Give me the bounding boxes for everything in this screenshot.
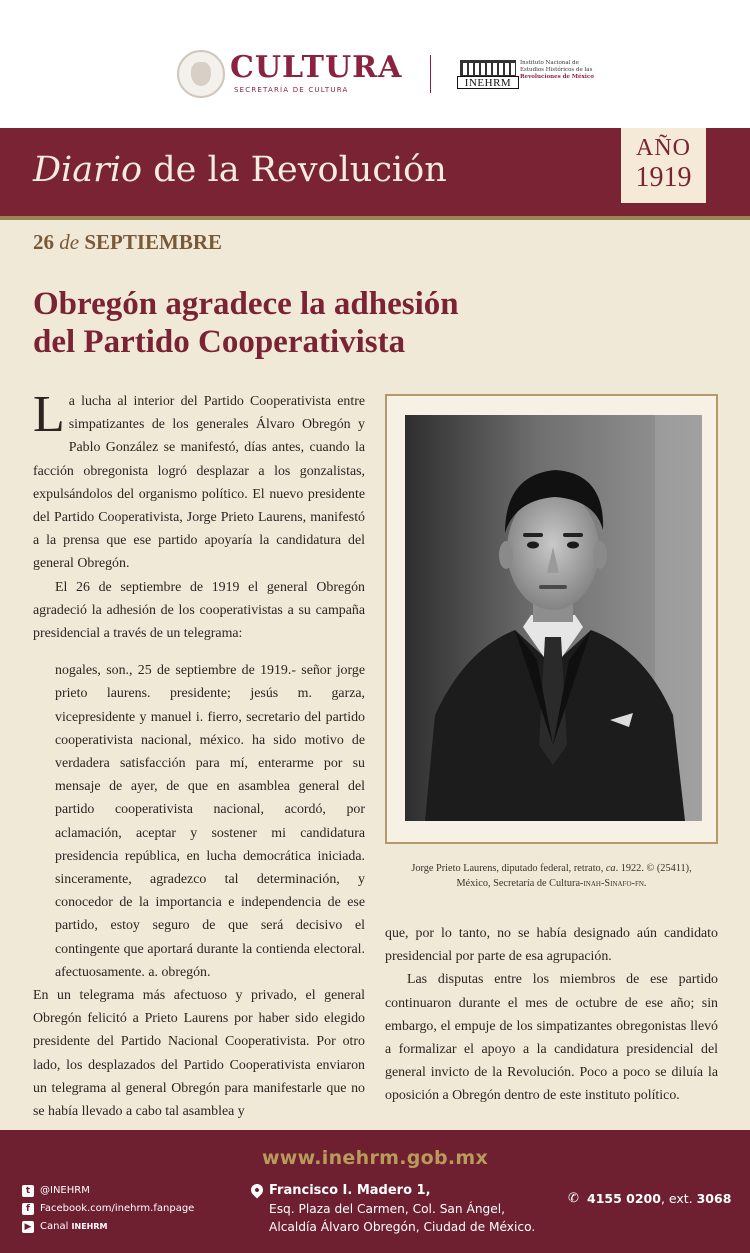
date-month: SEPTIEMBRE: [84, 230, 223, 254]
phone-ext: 3068: [696, 1191, 732, 1206]
caption-smallcaps: inah-Sinafo-fn: [583, 878, 644, 889]
youtube-channel: INEHRM: [71, 1222, 108, 1231]
top-logo-bar: [0, 0, 750, 128]
inehrm-line-3: Revoluciones de México: [520, 74, 594, 80]
phone-number[interactable]: [587, 1191, 731, 1206]
headline-line-1: Obregón agradece la adhesión: [33, 286, 459, 322]
phone-ext-label: , ext.: [660, 1191, 697, 1206]
address-line-2: Esq. Plaza del Carmen, Col. San Ángel,: [269, 1202, 506, 1216]
publication-title-rest: de la Revolución: [142, 150, 447, 190]
article-paragraph-4: Las disputas entre los miembros de ese partido continuaron durante el mes de octubre de ese año; sin embargo, el empuje de los simpatizantes obregonistas llevó a formalizar el apoyo a la candidatura presidencial del general invicto de la Revolución. Poco a poco se diluía la oposición a Obregón dentro de este instituto político.: [385, 972, 718, 1104]
paragraph-1-text: a lucha al interior del Partido Cooperativista entre simpatizantes de los generales Álvaro Obregón y Pablo González se manifestó, días antes, cuando la facción obregonista logró desplazar a los gonzalistas, expulsándolos del organismo político. El nuevo presidente del Partido Cooperativista, Jorge Prieto Laurens, manifestó a la prensa que ese partido apoyaría la candidatura del general Obregón.: [33, 394, 365, 572]
portrait-illustration: [405, 415, 702, 821]
publication-title: [33, 150, 447, 190]
youtube-prefix: Canal: [40, 1221, 72, 1232]
article-column-left: [33, 386, 365, 1123]
address-line-3: Alcaldía Álvaro Obregón, Ciudad de México.: [269, 1220, 536, 1234]
cultura-logo-subtitle: SECRETARÍA DE CULTURA: [234, 86, 349, 94]
article-column-right: [385, 922, 718, 1108]
publication-title-italic: Diario: [33, 150, 143, 190]
mexico-seal-icon: [177, 50, 225, 98]
address-street: Francisco I. Madero 1,: [269, 1183, 431, 1198]
photo-caption: [395, 861, 708, 891]
caption-end: .: [643, 878, 647, 889]
header-stripe: [0, 216, 750, 220]
social-links: [22, 1182, 194, 1236]
inehrm-logo-text: INEHRM: [457, 76, 519, 89]
address: [269, 1182, 535, 1236]
date-connector: de: [59, 230, 80, 254]
caption-text-b: . 1922. © (25411), México, Secretaría de Cultura-: [456, 863, 692, 889]
drop-cap: L: [33, 386, 65, 443]
article-paragraph-3: En un telegrama más afectuoso y privado, el general Obregón felicitó a Prieto Laurens por haber sido elegido presidente del Partido Nacional Cooperativista. Por otro lado, los desplazados del Partido Cooperativista enviaron un telegrama al general Obregón para manifestarle que no se había llevado a cabo tal asamblea y: [33, 988, 365, 1120]
twitter-icon: t: [22, 1185, 34, 1197]
inehrm-line-1: Instituto Nacional de: [520, 60, 579, 66]
inehrm-logo-description: [520, 60, 595, 81]
entry-date: [33, 230, 222, 255]
facebook-icon: f: [22, 1203, 34, 1215]
telegram-quote: nogales, son., 25 de septiembre de 1919.- señor jorge prieto laurens. presidente; jesús m. garza, vicepresidente y manuel i. fierro, secretario del partido cooperativista nacional, méxico. ha sido motivo de verdadera satisfacción para mí, enterarme por su mensaje de ayer, de que en asamblea general del partido cooperativista nacional, acordó, por aclamación, aceptar y sostener mi candidatura presidencia república, en lucha democrática iniciada. sinceramente, agradezco tal determinación, y conocedor de la importancia e independencia de ese partido, estoy seguro de que será decisivo el contingente que aportará durante la contienda electoral. afectuosamente. a. obregón.: [55, 663, 365, 980]
location-pin-icon: [249, 1182, 266, 1199]
footer: [0, 1130, 750, 1253]
inehrm-building-icon: [460, 60, 516, 76]
phone-icon: ✆: [568, 1191, 579, 1206]
photo-frame: [385, 394, 718, 844]
inehrm-line-2: Estudios Históricos de las: [520, 67, 593, 73]
headline: [33, 285, 593, 361]
article-paragraph-2: El 26 de septiembre de 1919 el general Obregón agradeció la adhesión de los cooperativistas a su campaña presidencial a través de un telegrama:: [33, 579, 365, 642]
youtube-link[interactable]: [22, 1218, 194, 1236]
caption-circa: ca: [605, 863, 616, 874]
website-link[interactable]: www.inehrm.gob.mx: [261, 1147, 489, 1169]
logo-divider: [430, 55, 431, 93]
twitter-handle: @INEHRM: [40, 1185, 90, 1196]
caption-text-a: Jorge Prieto Laurens, diputado federal, retrato,: [411, 863, 606, 874]
article-paragraph-3-continued: que, por lo tanto, no se había designado aún candidato presidencial por parte de esa agrupación.: [385, 926, 718, 965]
headline-line-2: del Partido Cooperativista: [33, 324, 406, 360]
article-paragraph-1: [33, 386, 365, 576]
facebook-link[interactable]: [22, 1200, 194, 1218]
portrait-photo: [405, 415, 702, 821]
date-day: 26: [33, 230, 54, 254]
cultura-logo-text: CULTURA: [230, 50, 403, 85]
youtube-icon: ▶: [22, 1221, 34, 1233]
year-value: 1919: [635, 162, 692, 193]
year-badge: [621, 128, 706, 203]
twitter-link[interactable]: [22, 1182, 194, 1200]
facebook-url: Facebook.com/inehrm.fanpage: [40, 1203, 195, 1214]
phone-main: 4155 0200: [587, 1191, 661, 1206]
year-label: AÑO: [636, 135, 691, 161]
